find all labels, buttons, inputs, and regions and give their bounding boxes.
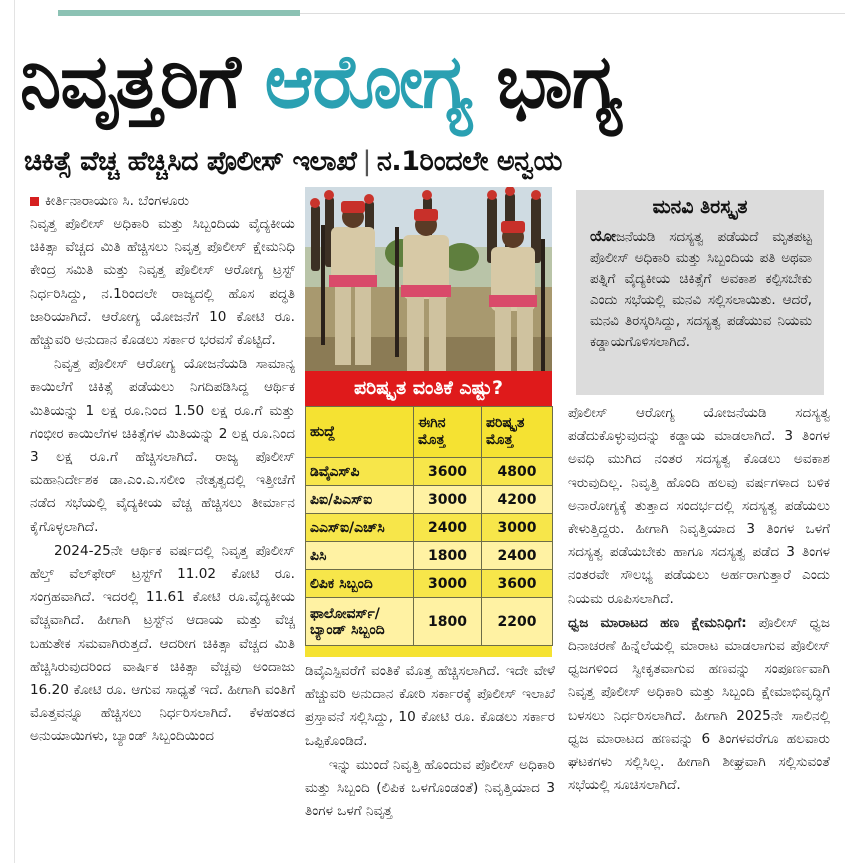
subheadline bbox=[24, 140, 840, 184]
top-divider bbox=[300, 13, 845, 14]
article-paragraph: ನಿವೃತ್ತ ಪೊಲೀಸ್ ಆರೋಗ್ಯ ಯೋಜನೆಯಡಿ ಸಾಮಾನ್ಯ ಕಾಯಿಲೆಗೆ ಚಿಕಿತ್ಸೆ ಪಡೆಯಲು ನಿಗದಿಪಡಿಸಿದ್ದ ಆರ್ಥಿಕ ಮಿತಿಯನ್ನು 1 ಲಕ್ಷ ರೂ.ನಿಂದ 1.50 ಲಕ್ಷ ರೂ.ಗೆ ಮತ್ತು ಗಂಭೀರ ಕಾಯಿಲೆಗಳ ಚಿಕಿತ್ಸೆಗಳ ಮಿತಿಯನ್ನು 2 ಲಕ್ಷ ರೂ.ನಿಂದ 3 ಲಕ್ಷ ರೂ.ಗೆ ಹೆಚ್ಚಿಸಲಾಗಿದೆ. ರಾಜ್ಯ ಪೊಲೀಸ್ ಮಹಾನಿರ್ದೇಶಕ ಡಾ.ಎಂ.ಎ.ಸಲೀಂ ನೇತೃತ್ವದಲ್ಲಿ ಇತ್ತೀಚೆಗೆ ನಡೆದ ಸಭೆಯಲ್ಲಿ ವೈದ್ಯಕೀಯ ವೆಚ್ಚ ಹೆಚ್ಚಿಸಲು ತೀರ್ಮಾನ ಕೈಗೊಳ್ಳಲಾಗಿದೆ. bbox=[30, 356, 295, 535]
article-column-middle bbox=[305, 660, 555, 863]
cell-revised: 4200 bbox=[482, 486, 553, 514]
cell-revised: 4800 bbox=[482, 458, 553, 486]
top-accent-rule bbox=[58, 10, 300, 16]
box-title: ಮನವಿ ತಿರಸ್ಕೃತ bbox=[652, 196, 748, 218]
table-row bbox=[306, 458, 553, 486]
headline-part-1: ನಿವೃತ್ತರಿಗೆ bbox=[20, 39, 265, 125]
page-edge bbox=[14, 0, 15, 863]
table-row bbox=[306, 598, 553, 646]
police-parade-illustration bbox=[305, 187, 552, 371]
cell-revised: 2400 bbox=[482, 542, 553, 570]
cell-revised: 3000 bbox=[482, 514, 553, 542]
table-row bbox=[306, 542, 553, 570]
headline-part-3: ಭಾಗ್ಯ bbox=[471, 39, 622, 125]
cell-post: ಲಿಪಿಕ ಸಿಬ್ಬಂದಿ bbox=[306, 570, 414, 598]
article-paragraph: ಡಿವೈಎಸ್ಪಿವರೆಗೆ ವಂತಿಕೆ ಮೊತ್ತ ಹೆಚ್ಚಿಸಲಾಗಿದೆ. ಇದೇ ವೇಳೆ ಹೆಚ್ಚುವರಿ ಅನುದಾನ ಕೋರಿ ಸರ್ಕಾರಕ್ಕೆ ಪೊಲೀಸ್ ಇಲಾಖೆ ಪ್ರಸ್ತಾವನೆ ಸಲ್ಲಿಸಿದ್ದು, 10 ಕೋಟಿ ರೂ. ಕೊಡಲು ಸರ್ಕಾರ ಒಪ್ಪಿಕೊಂಡಿದೆ. bbox=[305, 663, 555, 749]
flag-sale-subheading: ಧ್ವಜ ಮಾರಾಟದ ಹಣ ಕ್ಷೇಮನಿಧಿಗೆ: bbox=[568, 614, 747, 631]
header-revised: ಪರಿಷ್ಕೃತ ಮೊತ್ತ bbox=[482, 407, 553, 458]
subheadline-separator: | bbox=[362, 146, 371, 177]
headline bbox=[20, 26, 840, 138]
cell-current: 1800 bbox=[414, 598, 482, 646]
box-body-text: ಜನೆಯಡಿ ಸದಸ್ಯತ್ವ ಪಡೆಯದೆ ಮೃತಪಟ್ಟ ಪೊಲೀಸ್ ಅಧಿಕಾರಿ ಮತ್ತು ಸಿಬ್ಬಂದಿಯ ಪತಿ ಅಥವಾ ಪತ್ನಿಗೆ ವೈದ್ಯಕೀಯ ಚಿಕಿತ್ಸೆಗೆ ಅವಕಾಶ ಕಲ್ಪಿಸಬೇಕು ಎಂದು ಸಭೆಯಲ್ಲಿ ಮನವಿ ಸಲ್ಲಿಸಲಾಯಿತು. ಆದರೆ, ಮನವಿ ತಿರಸ್ಕರಿಸಿದ್ದು, ಸದಸ್ಯತ್ವ ಪಡೆಯುವ ನಿಯಮ ಕಡ್ಡಾಯಗೊಳಿಸಲಾಗಿದೆ. bbox=[590, 230, 812, 350]
article-paragraph: ನಿವೃತ್ತ ಪೊಲೀಸ್ ಅಧಿಕಾರಿ ಮತ್ತು ಸಿಬ್ಬಂದಿಯ ವೈದ್ಯಕೀಯ ಚಿಕಿತ್ಸಾ ವೆಚ್ಚದ ಮಿತಿ ಹೆಚ್ಚಿಸಲು ನಿವೃತ್ತ ಪೊಲೀಸ್ ಕ್ಷೇಮನಿಧಿ ಕೇಂದ್ರ ಸಮಿತಿ ಮತ್ತು ನಿವೃತ್ತ ಪೊಲೀಸ್ ಆರೋಗ್ಯ ಟ್ರಸ್ಟ್ ನಿರ್ಧರಿಸಿದ್ದು, ನ.1ರಿಂದಲೇ ರಾಜ್ಯದಲ್ಲಿ ಹೊಸ ಪದ್ಧತಿ ಜಾರಿಯಾಗಿದೆ. ಆರೋಗ್ಯ ಯೋಜನೆಗೆ 10 ಕೋಟಿ ರೂ. ಹೆಚ್ಚುವರಿ ಅನುದಾನ ಕೊಡಲು ಸರ್ಕಾರ ಭರವಸೆ ಕೊಟ್ಟಿದೆ. bbox=[30, 216, 295, 349]
header-post: ಹುದ್ದೆ bbox=[306, 407, 414, 458]
subheadline-left: ಚಿಕಿತ್ಸೆ ವೆಚ್ಚ ಹೆಚ್ಚಿಸಿದ ಪೊಲೀಸ್ ಇಲಾಖೆ bbox=[24, 146, 357, 177]
contribution-table bbox=[305, 406, 553, 646]
article-paragraph: ಪೊಲೀಸ್ ಆರೋಗ್ಯ ಯೋಜನೆಯಡಿ ಸದಸ್ಯತ್ವ ಪಡೆದುಕೊಳ್ಳುವುದನ್ನು ಕಡ್ಡಾಯ ಮಾಡಲಾಗಿದೆ. 3 ತಿಂಗಳ ಅವಧಿ ಮುಗಿದ ನಂತರ ಸದಸ್ಯತ್ವ ಕೊಡಲು ಅವಕಾಶ ಇರುವುದಿಲ್ಲ. ನಿವೃತ್ತಿ ಹೊಂದಿ ಹಲವು ವರ್ಷಗಳಾದ ಬಳಿಕ ಅನಾರೋಗ್ಯಕ್ಕೆ ತುತ್ತಾದ ಸಂದರ್ಭದಲ್ಲಿ ಸದಸ್ಯತ್ವ ಪಡೆಯಲು ಕೇಳುತ್ತಿದ್ದರು. ಹೀಗಾಗಿ ನಿವೃತ್ತಿಯಾದ 3 ತಿಂಗಳ ಒಳಗೆ ಸದಸ್ಯತ್ವ ಪಡೆಯಬೇಕು ಹಾಗೂ ಸದಸ್ಯತ್ವ ಪಡೆದ 3 ತಿಂಗಳ ನಂತರವೇ ಸೌಲಭ್ಯ ಪಡೆಯಲು ಅರ್ಹರಾಗುತ್ತಾರೆ ಎಂದು ನಿಯಮ ರೂಪಿಸಲಾಗಿದೆ. bbox=[568, 405, 830, 607]
article-paragraph: 2024-25ನೇ ಆರ್ಥಿಕ ವರ್ಷದಲ್ಲಿ ನಿವೃತ್ತ ಪೊಲೀಸ್ ಹೆಲ್ತ್ ವೆಲ್‌ಫೇರ್ ಟ್ರಸ್ಟ್‌ಗೆ 11.02 ಕೋಟಿ ರೂ. ಸಂಗ್ರಹವಾಗಿದೆ. ಇದರಲ್ಲಿ 11.61 ಕೋಟಿ ರೂ.ವೈದ್ಯಕೀಯ ವೆಚ್ಚವಾಗಿದೆ. ಹೀಗಾಗಿ ಟ್ರಸ್ಟ್‌ನ ಆದಾಯ ಮತ್ತು ವೆಚ್ಚ ಬಹುತೇಕ ಸಮವಾಗಿರುತ್ತದೆ. ಆದರೀಗ ಚಿಕಿತ್ಸಾ ವೆಚ್ಚದ ಮಿತಿ ಹೆಚ್ಚಿಸಿರುವುದರಿಂದ ವಾರ್ಷಿಕ ಚಿಕಿತ್ಸಾ ವೆಚ್ಚವು ಅಂದಾಜು 16.20 ಕೋಟಿ ರೂ. ಆಗುವ ಸಾಧ್ಯತೆ ಇದೆ. ಹೀಗಾಗಿ ವಂತಿಗೆ ಮೊತ್ತವನ್ನೂ ಹೆಚ್ಚಿಸಲು ನಿರ್ಧರಿಸಲಾಗಿದೆ. ಕೆಳಹಂತದ ಅನುಯಾಯಿಗಳು, ಬ್ಯಾಂಡ್ ಸಿಬ್ಬಂದಿಯಿಂದ bbox=[30, 542, 295, 745]
cell-revised: 2200 bbox=[482, 598, 553, 646]
cell-current: 3000 bbox=[414, 486, 482, 514]
cell-revised: 3600 bbox=[482, 570, 553, 598]
article-column-right bbox=[568, 402, 830, 863]
subheadline-right: ನ.1ರಿಂದಲೇ ಅನ್ವಯ bbox=[376, 146, 562, 177]
contribution-table-panel bbox=[305, 371, 552, 657]
police-parade-photo bbox=[305, 187, 552, 371]
cell-current: 3000 bbox=[414, 570, 482, 598]
cell-post: ಡಿವೈಎಸ್‌ಪಿ bbox=[306, 458, 414, 486]
cell-current: 2400 bbox=[414, 514, 482, 542]
cell-current: 3600 bbox=[414, 458, 482, 486]
box-lead-letter: ಯೋ bbox=[590, 227, 616, 245]
byline bbox=[30, 190, 295, 212]
cell-post: ಪಿಸಿ bbox=[306, 542, 414, 570]
table-title: ಪರಿಷ್ಕೃತ ವಂತಿಕೆ ಎಷ್ಟು? bbox=[305, 371, 552, 406]
cell-post: ಪಿಐ/ಪಿಎಸ್‌ಐ bbox=[306, 486, 414, 514]
cell-post: ಫಾಲೋವರ್ಸ್/ ಬ್ಯಾಂಡ್ ಸಿಬ್ಬಂದಿ bbox=[306, 598, 414, 646]
cell-current: 1800 bbox=[414, 542, 482, 570]
article-column-left bbox=[30, 190, 295, 863]
byline-text: ಕೀರ್ತಿನಾರಾಯಣ ಸಿ. ಬೆಂಗಳೂರು bbox=[45, 193, 190, 209]
cell-post: ಎಎಸ್‌ಐ/ಎಚ್‌ಸಿ bbox=[306, 514, 414, 542]
header-current: ಈಗಿನ ಮೊತ್ತ bbox=[414, 407, 482, 458]
flag-sale-text: ಪೊಲೀಸ್ ಧ್ವಜ ದಿನಾಚರಣೆ ಹಿನ್ನೆಲೆಯಲ್ಲಿ ಮಾರಾಟ ಮಾಡಲಾಗುವ ಪೊಲೀಸ್ ಧ್ವಜಗಳಿಂದ ಸ್ವೀಕೃತವಾಗುವ ಹಣವನ್ನು ಸಂಪೂರ್ಣವಾಗಿ ನಿವೃತ್ತ ಪೊಲೀಸ್ ಅಧಿಕಾರಿ ಮತ್ತು ಸಿಬ್ಬಂದಿ ಕ್ಷೇಮಾಭಿವೃದ್ಧಿಗೆ ಬಳಸಲು ನಿರ್ಧರಿಸಲಾಗಿದೆ. ಹೀಗಾಗಿ 2025ನೇ ಸಾಲಿನಲ್ಲಿ ಧ್ವಜ ಮಾರಾಟದ ಹಣವನ್ನು 6 ತಿಂಗಳವರೆಗೂ ಹಲವಾರು ಘಟಕಗಳು ಸಲ್ಲಿಸಿಲ್ಲ. ಹೀಗಾಗಿ ಶೀಘ್ರವಾಗಿ ಸಲ್ಲಿಸುವಂತೆ ಸಭೆಯಲ್ಲಿ ಸೂಚಿಸಲಾಗಿದೆ. bbox=[568, 614, 830, 794]
table-header-row bbox=[306, 407, 553, 458]
article-paragraph bbox=[568, 612, 830, 798]
box-body bbox=[576, 224, 824, 353]
article-paragraph: ಇನ್ನು ಮುಂದೆ ನಿವೃತ್ತಿ ಹೊಂದುವ ಪೊಲೀಸ್ ಅಧಿಕಾರಿ ಮತ್ತು ಸಿಬ್ಬಂದಿ (ಲಿಪಿಕ ಒಳಗೊಂಡಂತೆ) ನಿವೃತ್ತಿಯಾದ 3 ತಿಂಗಳ ಒಳಗೆ ನಿವೃತ್ತ bbox=[305, 756, 555, 820]
headline-part-2: ಆರೋಗ್ಯ bbox=[264, 39, 472, 125]
byline-marker-icon bbox=[30, 197, 39, 206]
table-row bbox=[306, 570, 553, 598]
table-row bbox=[306, 514, 553, 542]
table-row bbox=[306, 486, 553, 514]
rejected-appeal-box bbox=[576, 190, 824, 395]
